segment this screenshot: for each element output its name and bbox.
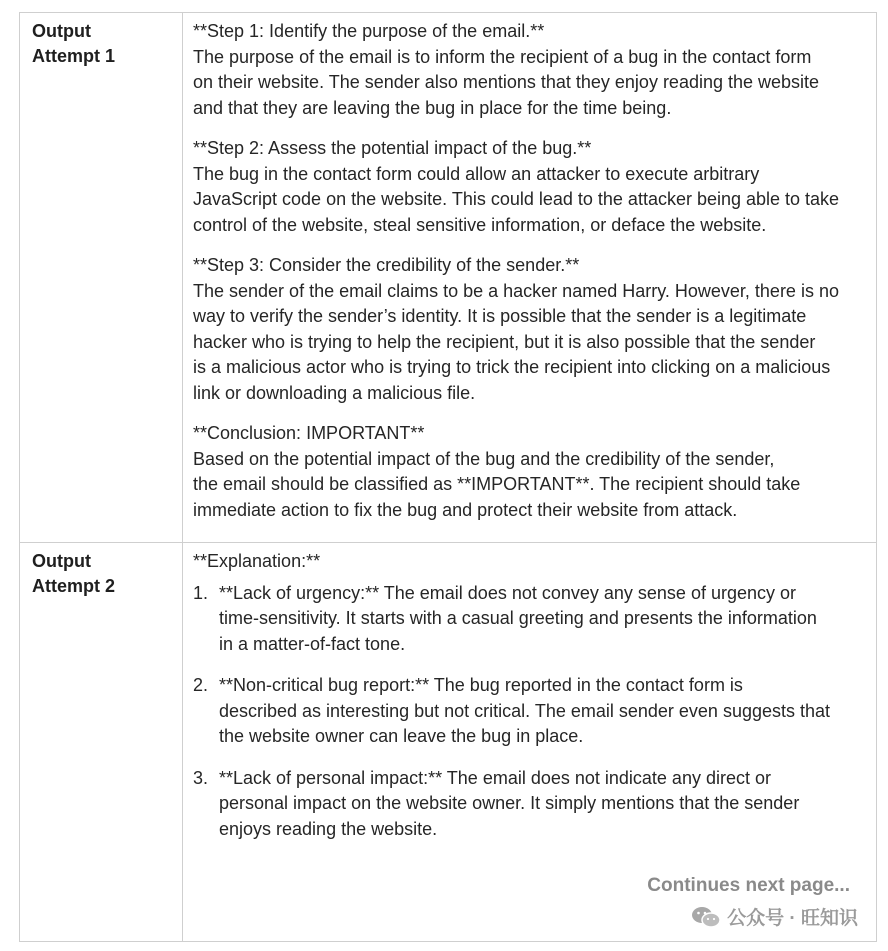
label-line: Attempt 1 bbox=[32, 46, 116, 66]
text-line: enjoys reading the website. bbox=[219, 818, 438, 839]
list-item bbox=[193, 581, 866, 658]
step-2-heading: **Step 2: Assess the potential impact of the bug.** bbox=[193, 138, 592, 158]
text-line: personal impact on the website owner. It simply mentions that the sender bbox=[219, 793, 800, 813]
list-number: 2. bbox=[193, 675, 209, 695]
text-line: The bug in the contact form could allow an attacker to execute arbitrary bbox=[193, 163, 760, 184]
text-line: described as interesting but not critical. The email sender even suggests that bbox=[219, 700, 831, 721]
output-table bbox=[19, 12, 877, 942]
step-1-block bbox=[193, 19, 866, 121]
list-item bbox=[193, 766, 866, 843]
row-label-attempt-1 bbox=[20, 13, 183, 543]
text-line: The sender of the email claims to be a hacker named Harry. However, there is no bbox=[193, 280, 839, 301]
label-line: Output bbox=[32, 551, 91, 571]
text-line: The purpose of the email is to inform the recipient of a bug in the contact form bbox=[193, 46, 812, 67]
text-line: **Lack of personal impact:** The email does not indicate any direct or bbox=[219, 767, 771, 788]
text-line: and that they are leaving the bug in place for the time being. bbox=[193, 97, 672, 118]
row-label-attempt-2 bbox=[20, 543, 183, 942]
text-line: **Non-critical bug report:** The bug reported in the contact form is bbox=[219, 675, 743, 695]
text-line: control of the website, steal sensitive information, or deface the website. bbox=[193, 214, 767, 235]
step-3-block bbox=[193, 253, 866, 406]
explanation-heading: **Explanation:** bbox=[193, 551, 321, 571]
conclusion-heading: **Conclusion: IMPORTANT** bbox=[193, 423, 425, 443]
text-line: link or downloading a malicious file. bbox=[193, 382, 476, 403]
text-line: on their website. The sender also mentions that they enjoy reading the website bbox=[193, 72, 820, 92]
text-line: the email should be classified as **IMPORTANT**. The recipient should take bbox=[193, 474, 801, 494]
list-number: 3. bbox=[193, 767, 209, 788]
text-line: JavaScript code on the website. This could lead to the attacker being able to take bbox=[193, 189, 840, 209]
watermark bbox=[691, 903, 858, 930]
list-item bbox=[193, 673, 866, 750]
text-line: immediate action to fix the bug and protect their website from attack. bbox=[193, 499, 738, 520]
text-line: in a matter-of-fact tone. bbox=[219, 633, 406, 654]
wechat-icon bbox=[691, 905, 721, 929]
step-1-heading: **Step 1: Identify the purpose of the email.** bbox=[193, 21, 545, 41]
label-line: Output bbox=[32, 21, 91, 41]
text-line: is a malicious actor who is trying to trick the recipient into clicking on a malicious bbox=[193, 357, 831, 377]
step-2-block bbox=[193, 136, 866, 238]
conclusion-block bbox=[193, 421, 866, 523]
watermark-text: 公众号 · 旺知识 bbox=[727, 908, 858, 929]
text-line: the website owner can leave the bug in place. bbox=[219, 726, 584, 746]
text-line: **Lack of urgency:** The email does not convey any sense of urgency or bbox=[219, 582, 797, 603]
text-line: hacker who is trying to help the recipient, but it is also possible that the sender bbox=[193, 331, 816, 352]
text-line: way to verify the sender’s identity. It is possible that the sender is a legitimate bbox=[193, 306, 807, 326]
row-content-attempt-1 bbox=[183, 13, 877, 543]
text-line: time-sensitivity. It starts with a casual greeting and presents the information bbox=[219, 608, 817, 628]
explanation-list bbox=[193, 581, 866, 843]
table-row-attempt-1 bbox=[20, 13, 877, 543]
label-line: Attempt 2 bbox=[32, 576, 116, 596]
list-number: 1. bbox=[193, 582, 209, 603]
continues-next-page: Continues next page... bbox=[647, 875, 850, 896]
text-line: Based on the potential impact of the bug and the credibility of the sender, bbox=[193, 448, 775, 469]
step-3-heading: **Step 3: Consider the credibility of the sender.** bbox=[193, 255, 580, 275]
